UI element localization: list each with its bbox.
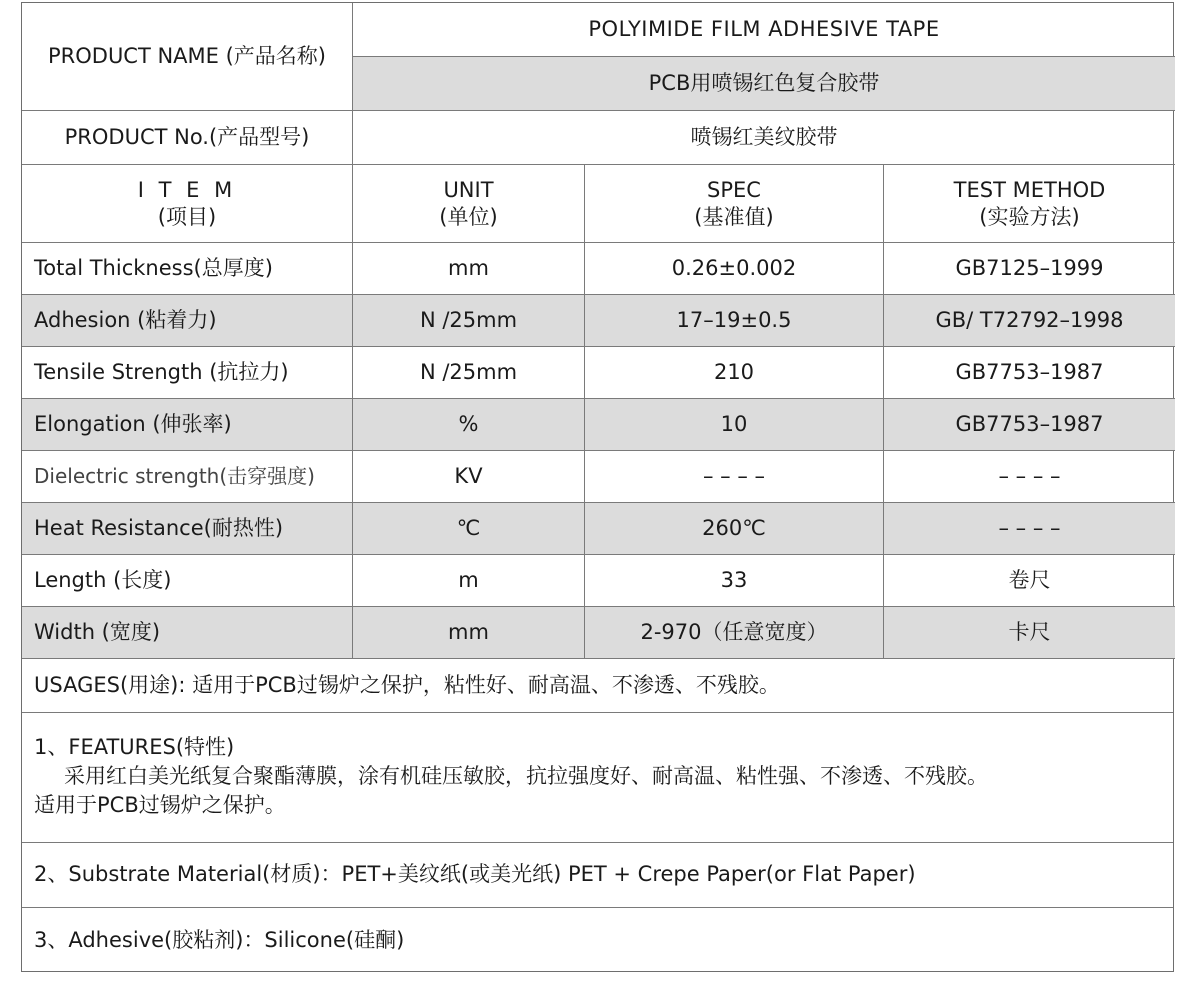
- table-row-item: Heat Resistance(耐热性): [22, 503, 353, 555]
- table-row-method: – – – –: [884, 503, 1175, 555]
- product-no-value: 喷锡红美纹胶带: [353, 111, 1175, 165]
- header-test-method: [884, 165, 1175, 243]
- table-row-item: Width (宽度): [22, 607, 353, 659]
- product-no-label: PRODUCT No.(产品型号): [22, 111, 353, 165]
- table-row-spec: 2-970（任意宽度）: [585, 607, 884, 659]
- table-row-method: GB7753–1987: [884, 399, 1175, 451]
- table-row-method: – – – –: [884, 451, 1175, 503]
- table-row-unit: %: [353, 399, 585, 451]
- header-spec-en: SPEC: [707, 178, 761, 203]
- table-row-method: GB7753–1987: [884, 347, 1175, 399]
- table-row-unit: mm: [353, 607, 585, 659]
- features-title: 1、FEATURES(特性): [34, 735, 235, 759]
- table-row-item: Length (长度): [22, 555, 353, 607]
- table-row-item: Elongation (伸张率): [22, 399, 353, 451]
- table-row-spec: 0.26±0.002: [585, 243, 884, 295]
- header-method-en: TEST METHOD: [953, 178, 1106, 203]
- table-row-method: GB7125–1999: [884, 243, 1175, 295]
- table-row-spec: 10: [585, 399, 884, 451]
- table-row-unit: KV: [353, 451, 585, 503]
- product-title-cn: PCB用喷锡红色复合胶带: [353, 57, 1175, 111]
- table-row-unit: N /25mm: [353, 347, 585, 399]
- table-row-unit: N /25mm: [353, 295, 585, 347]
- product-name-label: PRODUCT NAME (产品名称): [22, 3, 353, 111]
- table-row-spec: 17–19±0.5: [585, 295, 884, 347]
- table-row-method: 卡尺: [884, 607, 1175, 659]
- table-row-unit: m: [353, 555, 585, 607]
- header-method-cn: (实验方法): [979, 204, 1080, 229]
- table-row-method: GB/ T72792–1998: [884, 295, 1175, 347]
- header-item-cn: (项目): [157, 204, 217, 229]
- table-row-unit: ℃: [353, 503, 585, 555]
- product-spec-sheet: [21, 2, 1174, 972]
- table-row-item: Total Thickness(总厚度): [22, 243, 353, 295]
- product-title-en: POLYIMIDE FILM ADHESIVE TAPE: [353, 3, 1175, 57]
- table-row-spec: 33: [585, 555, 884, 607]
- header-spec: [585, 165, 884, 243]
- table-row-method: 卷尺: [884, 555, 1175, 607]
- features-line-2: 适用于PCB过锡炉之保护。: [34, 793, 286, 817]
- usages-text: USAGES(用途): 适用于PCB过锡炉之保护，粘性好、耐高温、不渗透、不残胶。: [22, 659, 1173, 713]
- table-row-item: Dielectric strength(击穿强度): [22, 451, 353, 503]
- header-spec-cn: (基准值): [694, 204, 774, 229]
- features-line-1: 采用红白美光纸复合聚酯薄膜，涂有机硅压敏胶，抗拉强度好、耐高温、粘性强、不渗透、不残胶。: [64, 764, 988, 788]
- header-item: [22, 165, 353, 243]
- header-item-en: I T E M: [137, 178, 237, 203]
- table-row-spec: 260℃: [585, 503, 884, 555]
- table-row-spec: – – – –: [585, 451, 884, 503]
- table-row-item: Tensile Strength (抗拉力): [22, 347, 353, 399]
- header-unit-cn: (单位): [439, 204, 498, 229]
- header-unit: [353, 165, 585, 243]
- table-row-spec: 210: [585, 347, 884, 399]
- features-section: [22, 713, 1173, 843]
- table-row-unit: mm: [353, 243, 585, 295]
- substrate-material-text: 2、Substrate Material(材质)：PET+美纹纸(或美光纸) PET + Crepe Paper(or Flat Paper): [22, 843, 1173, 908]
- header-unit-en: UNIT: [443, 178, 494, 203]
- table-row-item: Adhesion (粘着力): [22, 295, 353, 347]
- adhesive-text: 3、Adhesive(胶粘剂)：Silicone(硅酮): [34, 928, 405, 952]
